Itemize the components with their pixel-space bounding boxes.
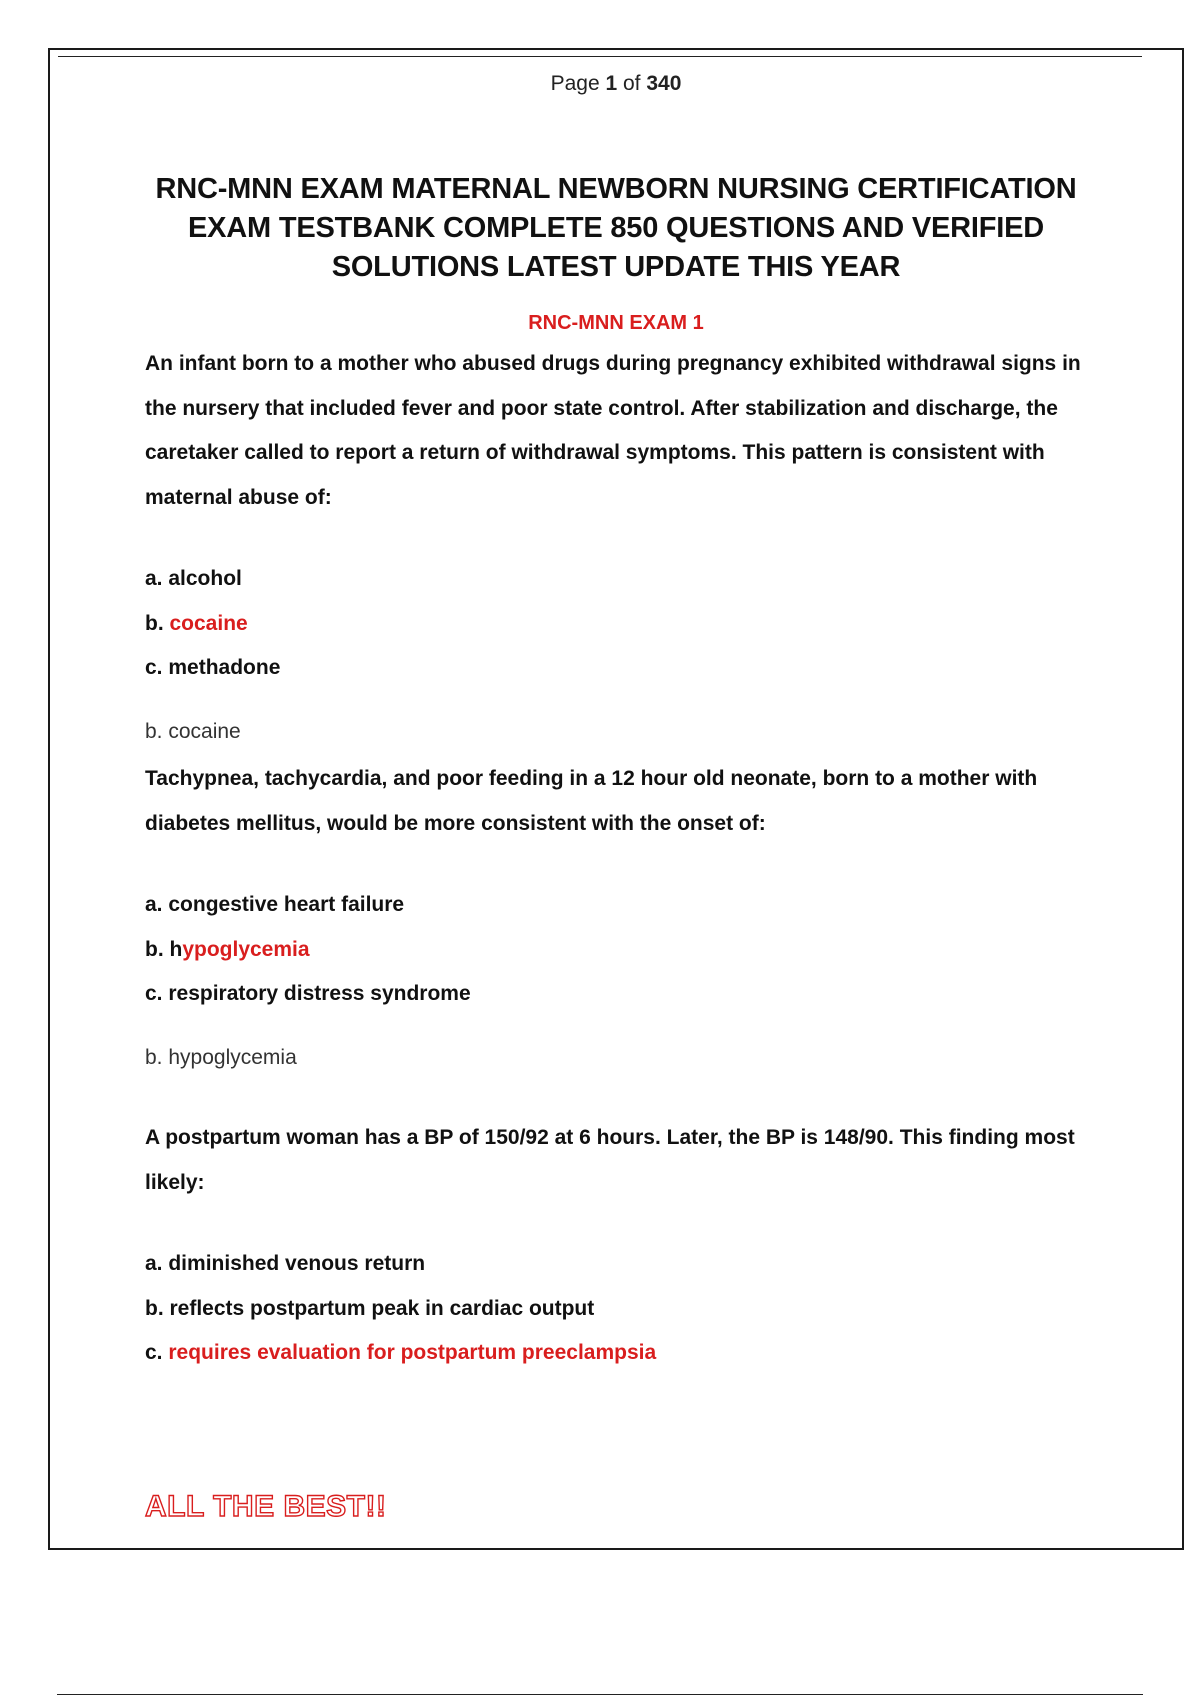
- title-line-1: RNC-MNN EXAM MATERNAL NEWBORN NURSING CERTIFICATION: [155, 173, 1077, 205]
- option-a: a. alcohol: [145, 567, 242, 590]
- option-a: a. diminished venous return: [145, 1252, 426, 1275]
- title-line-2: EXAM TESTBANK COMPLETE 850 QUESTIONS AND VERIFIED: [187, 212, 1044, 244]
- answer-text: b. hypoglycemia: [145, 1045, 297, 1069]
- option-b: b. hypoglycemia: [145, 937, 310, 961]
- page-label: Page: [550, 72, 600, 95]
- header-rule: [58, 56, 1142, 57]
- question-block-2: [145, 757, 1112, 1080]
- page-of: of: [623, 72, 641, 95]
- document-page: [48, 48, 1184, 1550]
- page-number: [50, 72, 1182, 96]
- question-block-3: [145, 1116, 1112, 1376]
- question-text: Tachypnea, tachycardia, and poor feeding in a 12 hour old neonate, born to a mother with diabetes mellitus, would be more consistent with the onset of:: [145, 767, 1038, 835]
- page-current: 1: [605, 72, 618, 95]
- question-text: An infant born to a mother who abused drugs during pregnancy exhibited withdrawal signs in the nursery that included fever and poor state control. After stabilization and discharge, the caretaker called to report a return of withdrawal symptoms. This pattern is consistent with maternal abuse of:: [145, 352, 1081, 509]
- answer-text: b. cocaine: [145, 719, 241, 743]
- page-total: 340: [646, 72, 682, 95]
- option-b: b. cocaine: [145, 611, 248, 635]
- document-title: [140, 170, 1092, 287]
- question-block-1: [145, 342, 1112, 754]
- title-line-3: SOLUTIONS LATEST UPDATE THIS YEAR: [331, 251, 901, 283]
- option-list: [145, 557, 1112, 691]
- section-heading: RNC-MNN EXAM 1: [528, 312, 704, 334]
- option-c: c. requires evaluation for postpartum preeclampsia: [145, 1341, 657, 1364]
- option-list: [145, 1242, 1112, 1376]
- question-text: A postpartum woman has a BP of 150/92 at 6 hours. Later, the BP is 148/90. This finding most likely:: [145, 1126, 1075, 1194]
- option-b: b. reflects postpartum peak in cardiac output: [145, 1296, 595, 1320]
- next-page-rule: [57, 1694, 1143, 1695]
- option-a: a. congestive heart failure: [145, 893, 405, 916]
- closing-message: ALL THE BEST!!: [145, 1490, 387, 1523]
- option-c: c. respiratory distress syndrome: [145, 982, 471, 1005]
- option-c: c. methadone: [145, 656, 281, 679]
- option-list: [145, 883, 1112, 1017]
